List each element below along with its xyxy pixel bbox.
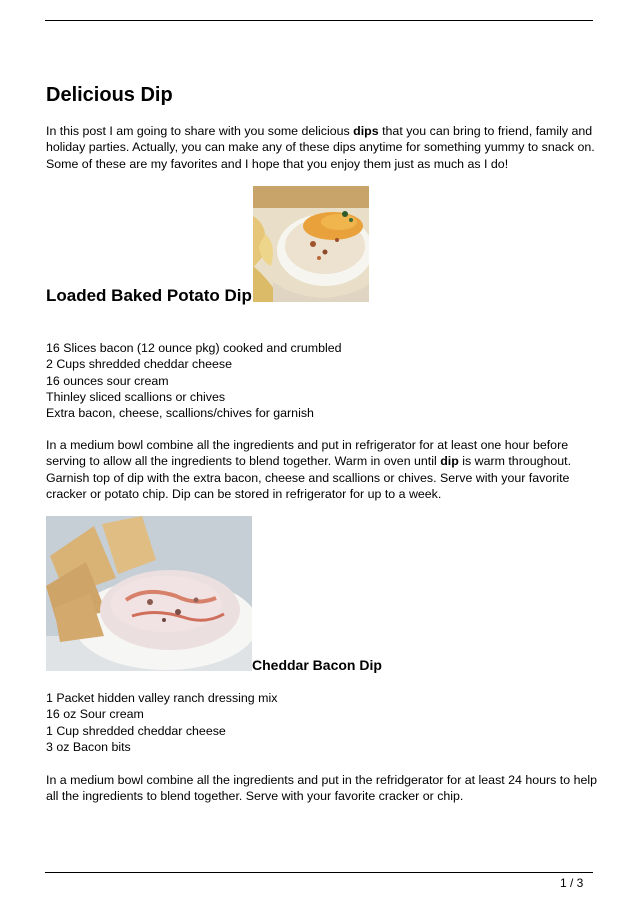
list-item: 1 Packet hidden valley ranch dressing mix xyxy=(46,691,278,705)
list-item: 16 oz Sour cream xyxy=(46,707,144,722)
list-item: 1 Cup shredded cheddar cheese xyxy=(46,723,226,738)
list-item: 16 Slices bacon (12 ounce pkg) cooked and crumbled xyxy=(46,341,342,355)
list-item: 2 Cups shredded cheddar cheese xyxy=(46,357,232,372)
list-item: Extra bacon, cheese, scallions/chives for garnish xyxy=(46,406,314,421)
ingredient-list-potato xyxy=(46,340,342,421)
intro-paragraph xyxy=(46,123,598,172)
instructions-potato-start: In a medium bowl combine all the ingredients and put in refrigerator for at least one hour before serving to allow all the ingredients to blend together. Warm in oven until xyxy=(46,438,569,469)
instructions-potato xyxy=(46,437,598,502)
page-number: 1 / 3 xyxy=(560,876,584,890)
recipe-title-loaded-baked-potato-dip: Loaded Baked Potato Dip xyxy=(46,286,252,305)
instructions-bold-keyword: dip xyxy=(440,454,459,469)
intro-bold-keyword: dips xyxy=(353,124,379,138)
list-item: 3 oz Bacon bits xyxy=(46,739,131,754)
bottom-rule xyxy=(45,872,593,873)
intro-text-start: In this post I am going to share with you some delicious xyxy=(46,124,354,138)
intro-text-end: that you can bring to friend, family and holiday parties. Actually, you can make any of these dips anytime for something yummy to snack on. Some of these are my favorites and I hope that you enjoy them just as much as I do! xyxy=(46,124,595,171)
potato-dip-photo xyxy=(253,186,369,302)
list-item: Thinley sliced scallions or chives xyxy=(46,389,226,404)
top-rule xyxy=(45,20,593,21)
recipe-title-cheddar-bacon-dip: Cheddar Bacon Dip xyxy=(252,657,382,673)
cheddar-bacon-dip-photo xyxy=(46,516,252,671)
page-title: Delicious Dip xyxy=(46,84,173,106)
instructions-potato-end: is warm throughout. Garnish top of dip with the extra bacon, cheese and scallions or chives. Serve with your favorite cracker or potato chip. Dip can be stored in refrigerator for up to a week. xyxy=(46,454,572,501)
ingredient-list-cheddar xyxy=(46,690,277,755)
instructions-cheddar: In a medium bowl combine all the ingredients and put in the refridgerator for at least 24 hours to help all the ingredients to blend together. Serve with your favorite cracker or chip. xyxy=(46,773,598,804)
list-item: 16 ounces sour cream xyxy=(46,373,169,388)
